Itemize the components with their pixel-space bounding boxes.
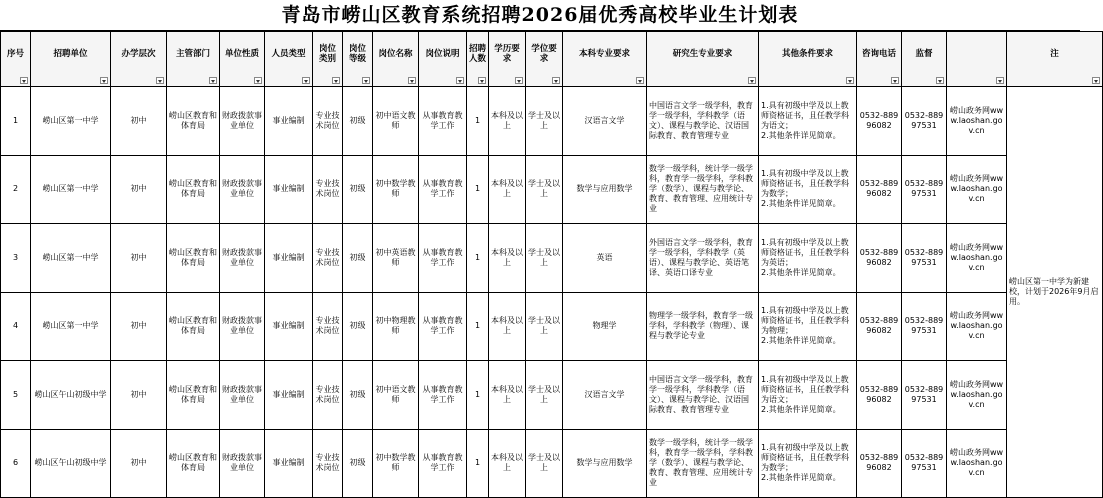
page-title: 青岛市崂山区教育系统招聘2026届优秀高校毕业生计划表 — [0, 0, 1080, 31]
cell-nature[interactable]: 财政拨款事业单位 — [220, 87, 265, 156]
column-header-label: 岗位类别 — [318, 44, 336, 64]
column-header — [31, 32, 111, 87]
cell-pcat[interactable]: 专业技术岗位 — [313, 87, 343, 156]
cell-desc[interactable]: 从事教育教学工作 — [419, 224, 467, 293]
cell-dept[interactable]: 崂山区教育和体育局 — [167, 87, 220, 156]
table-row — [1, 429, 1103, 498]
column-header-label: 主管部门 — [175, 49, 210, 59]
cell-ug[interactable]: 汉语言文学 — [563, 87, 647, 156]
cell-other[interactable]: 1.具有初级中学及以上教师资格证书，且任教学科为数学； 2.其他条件详见简章。 — [759, 155, 857, 224]
cell-dept[interactable]: 崂山区教育和体育局 — [167, 429, 220, 498]
filter-dropdown-icon[interactable] — [552, 77, 560, 84]
cell-degree[interactable]: 学士及以上 — [526, 224, 563, 293]
cell-nature[interactable]: 财政拨款事业单位 — [220, 224, 265, 293]
table-row — [1, 224, 1103, 293]
column-header — [220, 32, 265, 87]
cell-degree[interactable]: 学士及以上 — [526, 429, 563, 498]
cell-other[interactable]: 1.具有初级中学及以上教师资格证书，且任教学科为数学； 2.其他条件详见简章。 — [759, 429, 857, 498]
cell-num[interactable]: 1 — [467, 155, 489, 224]
cell-grade[interactable]: 初级 — [343, 224, 373, 293]
column-header-label: 办学层次 — [121, 49, 156, 59]
cell-no[interactable]: 1 — [1, 87, 31, 156]
cell-grad[interactable]: 数学一级学科，统计学一级学科，教育学一级学科，学科教学（数学）、课程与教学论、教育、教育管理、应用统计专业 — [647, 155, 759, 224]
cell-unit[interactable]: 崂山区第一中学 — [31, 87, 111, 156]
header-row — [1, 32, 1103, 87]
note-cell[interactable]: 崂山区第一中学为新建校，计划于2026年9月启用。 — [1007, 87, 1103, 498]
cell-unit[interactable]: 崂山区第一中学 — [31, 155, 111, 224]
cell-unit[interactable]: 崂山区午山初级中学 — [31, 429, 111, 498]
column-header-label: 岗位等级 — [348, 44, 366, 64]
cell-ug[interactable]: 数学与应用数学 — [563, 429, 647, 498]
cell-desc[interactable]: 从事教育教学工作 — [419, 292, 467, 361]
cell-num[interactable]: 1 — [467, 292, 489, 361]
cell-desc[interactable]: 从事教育教学工作 — [419, 429, 467, 498]
cell-edu[interactable]: 本科及以上 — [489, 429, 526, 498]
cell-desc[interactable]: 从事教育教学工作 — [419, 155, 467, 224]
cell-num[interactable]: 1 — [467, 87, 489, 156]
cell-nature[interactable]: 财政拨款事业单位 — [220, 429, 265, 498]
filter-dropdown-icon[interactable] — [209, 77, 217, 84]
cell-ug[interactable]: 英语 — [563, 224, 647, 293]
cell-ug[interactable]: 物理学 — [563, 292, 647, 361]
cell-phone[interactable]: 0532-88996082 — [857, 224, 902, 293]
cell-grade[interactable]: 初级 — [343, 87, 373, 156]
column-header-label: 本科专业要求 — [578, 49, 630, 59]
cell-ptype[interactable]: 事业编制 — [265, 155, 313, 224]
cell-ptype[interactable]: 事业编制 — [265, 292, 313, 361]
cell-sup[interactable]: 0532-88997531 — [902, 361, 947, 430]
cell-other[interactable]: 1.具有初级中学及以上教师资格证书，且任教学科为物理； 2.其他条件详见简章。 — [759, 292, 857, 361]
column-header-label: 招聘单位 — [53, 49, 88, 59]
column-header-label: 学历要求 — [494, 44, 520, 64]
cell-edu[interactable]: 本科及以上 — [489, 292, 526, 361]
cell-desc[interactable]: 从事教育教学工作 — [419, 361, 467, 430]
cell-dept[interactable]: 崂山区教育和体育局 — [167, 224, 220, 293]
cell-ug[interactable]: 数学与应用数学 — [563, 155, 647, 224]
filter-dropdown-icon[interactable] — [100, 77, 108, 84]
table-row — [1, 87, 1103, 156]
filter-dropdown-icon[interactable] — [478, 77, 486, 84]
cell-ptype[interactable]: 事业编制 — [265, 224, 313, 293]
column-header-label: 咨询电话 — [861, 49, 896, 59]
cell-no[interactable]: 4 — [1, 292, 31, 361]
cell-pcat[interactable]: 专业技术岗位 — [313, 155, 343, 224]
column-header — [647, 32, 759, 87]
column-header — [167, 32, 220, 87]
cell-grade[interactable]: 初级 — [343, 429, 373, 498]
filter-dropdown-icon[interactable] — [891, 77, 899, 84]
column-header — [947, 32, 1007, 87]
column-header — [1, 32, 31, 87]
cell-degree[interactable]: 学士及以上 — [526, 361, 563, 430]
cell-edu[interactable]: 本科及以上 — [489, 224, 526, 293]
column-header — [489, 32, 526, 87]
table-body — [1, 87, 1103, 498]
cell-level[interactable]: 初中 — [111, 361, 167, 430]
cell-nature[interactable]: 财政拨款事业单位 — [220, 292, 265, 361]
cell-grad[interactable]: 中国语言文学一级学科，教育学一级学科，学科教学（语文）、课程与教学论、汉语国际教育、教育管理专业 — [647, 87, 759, 156]
filter-dropdown-icon[interactable] — [302, 77, 310, 84]
cell-phone[interactable]: 0532-88996082 — [857, 361, 902, 430]
cell-pcat[interactable]: 专业技术岗位 — [313, 224, 343, 293]
cell-unit[interactable]: 崂山区第一中学 — [31, 224, 111, 293]
column-header — [526, 32, 563, 87]
column-header — [563, 32, 647, 87]
cell-grad[interactable]: 中国语言文学一级学科，教育学一级学科，学科教学（语文）、课程与教学论、汉语国际教育、教育管理专业 — [647, 361, 759, 430]
cell-desc[interactable]: 从事教育教学工作 — [419, 87, 467, 156]
cell-sup[interactable]: 0532-88997531 — [902, 292, 947, 361]
cell-web[interactable]: 崂山政务网www.laoshan.gov.cn — [947, 361, 1007, 430]
filter-dropdown-icon[interactable] — [332, 77, 340, 84]
cell-sup[interactable]: 0532-88997531 — [902, 155, 947, 224]
cell-pname[interactable]: 初中语文教师 — [373, 361, 419, 430]
cell-edu[interactable]: 本科及以上 — [489, 361, 526, 430]
column-header-label: 人员类型 — [271, 49, 306, 59]
cell-grad[interactable]: 外国语言文学一级学科，教育学一级学科，学科教学（英语）、课程与教学论、英语笔译、英语口译专业 — [647, 224, 759, 293]
filter-dropdown-icon[interactable] — [20, 77, 28, 84]
column-header-label: 监督 — [915, 49, 933, 59]
cell-pcat[interactable]: 专业技术岗位 — [313, 429, 343, 498]
column-header-label: 学位要求 — [531, 44, 557, 64]
column-header — [902, 32, 947, 87]
cell-ptype[interactable]: 事业编制 — [265, 429, 313, 498]
table-row — [1, 292, 1103, 361]
recruitment-table — [0, 31, 1103, 498]
cell-web[interactable]: 崂山政务网www.laoshan.gov.cn — [947, 224, 1007, 293]
cell-num[interactable]: 1 — [467, 224, 489, 293]
filter-dropdown-icon[interactable] — [936, 77, 944, 84]
cell-web[interactable]: 崂山政务网www.laoshan.gov.cn — [947, 87, 1007, 156]
filter-dropdown-icon[interactable] — [636, 77, 644, 84]
filter-dropdown-icon[interactable] — [456, 77, 464, 84]
cell-pname[interactable]: 初中数学教师 — [373, 155, 419, 224]
cell-phone[interactable]: 0532-88996082 — [857, 429, 902, 498]
cell-web[interactable]: 崂山政务网www.laoshan.gov.cn — [947, 429, 1007, 498]
cell-level[interactable]: 初中 — [111, 155, 167, 224]
cell-other[interactable]: 1.具有初级中学及以上教师资格证书，且任教学科为语文； 2.其他条件详见简章。 — [759, 361, 857, 430]
cell-level[interactable]: 初中 — [111, 87, 167, 156]
cell-edu[interactable]: 本科及以上 — [489, 87, 526, 156]
column-header — [111, 32, 167, 87]
filter-dropdown-icon[interactable] — [846, 77, 854, 84]
cell-no[interactable]: 2 — [1, 155, 31, 224]
cell-sup[interactable]: 0532-88997531 — [902, 224, 947, 293]
cell-unit[interactable]: 崂山区午山初级中学 — [31, 361, 111, 430]
column-header-label: 岗位说明 — [425, 49, 460, 59]
cell-nature[interactable]: 财政拨款事业单位 — [220, 155, 265, 224]
column-header — [265, 32, 313, 87]
cell-pname[interactable]: 初中物理教师 — [373, 292, 419, 361]
column-header-label: 注 — [1050, 49, 1059, 59]
filter-dropdown-icon[interactable] — [362, 77, 370, 84]
cell-ug[interactable]: 汉语言文学 — [563, 361, 647, 430]
cell-grade[interactable]: 初级 — [343, 155, 373, 224]
cell-sup[interactable]: 0532-88997531 — [902, 87, 947, 156]
cell-degree[interactable]: 学士及以上 — [526, 87, 563, 156]
filter-dropdown-icon[interactable] — [748, 77, 756, 84]
column-header — [857, 32, 902, 87]
column-header — [373, 32, 419, 87]
cell-grad[interactable]: 数学一级学科，统计学一级学科，教育学一级学科，学科教学（数学）、课程与教学论、教育、教育管理、应用统计专业 — [647, 429, 759, 498]
cell-edu[interactable]: 本科及以上 — [489, 155, 526, 224]
cell-level[interactable]: 初中 — [111, 224, 167, 293]
column-header — [759, 32, 857, 87]
cell-web[interactable]: 崂山政务网www.laoshan.gov.cn — [947, 292, 1007, 361]
cell-dept[interactable]: 崂山区教育和体育局 — [167, 155, 220, 224]
cell-no[interactable]: 5 — [1, 361, 31, 430]
filter-dropdown-icon[interactable] — [408, 77, 416, 84]
filter-dropdown-icon[interactable] — [1092, 77, 1100, 84]
column-header-label: 岗位名称 — [378, 49, 413, 59]
column-header-label: 单位性质 — [224, 49, 259, 59]
cell-degree[interactable]: 学士及以上 — [526, 155, 563, 224]
cell-no[interactable]: 3 — [1, 224, 31, 293]
cell-pname[interactable]: 初中数学教师 — [373, 429, 419, 498]
cell-ptype[interactable]: 事业编制 — [265, 87, 313, 156]
cell-level[interactable]: 初中 — [111, 429, 167, 498]
column-header-label: 招聘人数 — [469, 44, 487, 64]
cell-dept[interactable]: 崂山区教育和体育局 — [167, 292, 220, 361]
cell-pname[interactable]: 初中英语教师 — [373, 224, 419, 293]
filter-dropdown-icon[interactable] — [254, 77, 262, 84]
cell-web[interactable]: 崂山政务网www.laoshan.gov.cn — [947, 155, 1007, 224]
cell-phone[interactable]: 0532-88996082 — [857, 292, 902, 361]
cell-other[interactable]: 1.具有初级中学及以上教师资格证书，且任教学科为语文； 2.其他条件详见简章。 — [759, 87, 857, 156]
table-row — [1, 361, 1103, 430]
column-header — [467, 32, 489, 87]
cell-ptype[interactable]: 事业编制 — [265, 361, 313, 430]
column-header — [1007, 32, 1103, 87]
cell-pname[interactable]: 初中语文教师 — [373, 87, 419, 156]
cell-phone[interactable]: 0532-88996082 — [857, 87, 902, 156]
cell-grad[interactable]: 物理学一级学科，教育学一级学科，学科教学（物理）、课程与教学论专业 — [647, 292, 759, 361]
table-row — [1, 155, 1103, 224]
column-header-label: 其他条件要求 — [781, 49, 833, 59]
cell-degree[interactable]: 学士及以上 — [526, 292, 563, 361]
cell-unit[interactable]: 崂山区第一中学 — [31, 292, 111, 361]
cell-num[interactable]: 1 — [467, 429, 489, 498]
column-header — [343, 32, 373, 87]
column-header — [313, 32, 343, 87]
cell-pcat[interactable]: 专业技术岗位 — [313, 361, 343, 430]
filter-dropdown-icon[interactable] — [156, 77, 164, 84]
filter-dropdown-icon[interactable] — [515, 77, 523, 84]
cell-grade[interactable]: 初级 — [343, 292, 373, 361]
column-header-label: 研究生专业要求 — [672, 49, 733, 59]
cell-num[interactable]: 1 — [467, 361, 489, 430]
cell-pcat[interactable]: 专业技术岗位 — [313, 292, 343, 361]
cell-sup[interactable]: 0532-88997531 — [902, 429, 947, 498]
cell-no[interactable]: 6 — [1, 429, 31, 498]
cell-other[interactable]: 1.具有初级中学及以上教师资格证书，且任教学科为英语； 2.其他条件详见简章。 — [759, 224, 857, 293]
cell-level[interactable]: 初中 — [111, 292, 167, 361]
column-header — [419, 32, 467, 87]
cell-phone[interactable]: 0532-88996082 — [857, 155, 902, 224]
cell-grade[interactable]: 初级 — [343, 361, 373, 430]
cell-nature[interactable]: 财政拨款事业单位 — [220, 361, 265, 430]
cell-dept[interactable]: 崂山区教育和体育局 — [167, 361, 220, 430]
filter-dropdown-icon[interactable] — [996, 77, 1004, 84]
column-header-label: 序号 — [6, 49, 24, 59]
